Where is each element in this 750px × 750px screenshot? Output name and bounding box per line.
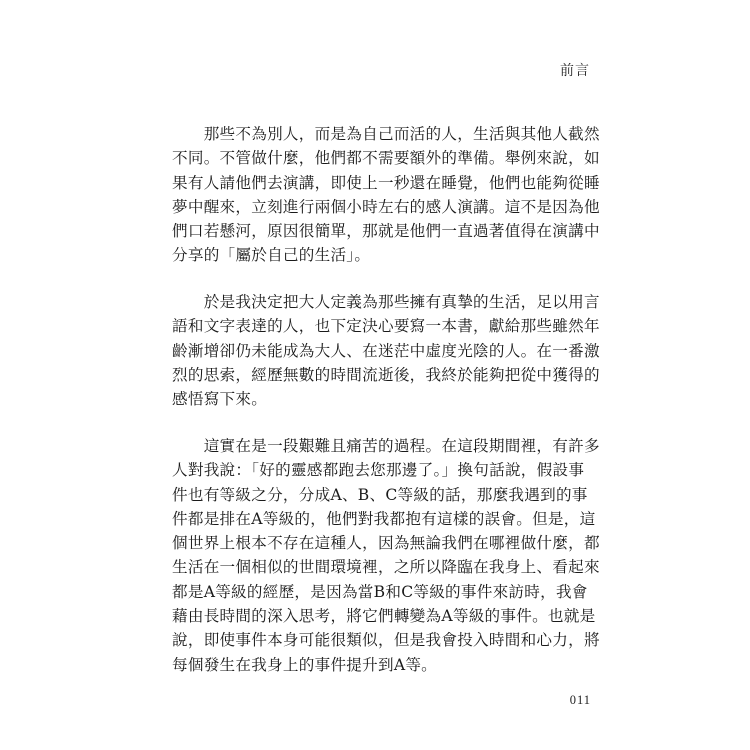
paragraph-line: 烈的思索，經歷無數的時間流逝後，我終於能夠把從中獲得的 <box>172 365 600 384</box>
paragraph-line: 感悟寫下來。 <box>172 390 268 409</box>
paragraph-line: 每個發生在我身上的事件提升到A等。 <box>172 655 438 674</box>
paragraph-line: 不同。不管做什麼，他們都不需要額外的準備。舉例來說，如 <box>172 149 600 168</box>
paragraph-line: 都是A等級的經歷，是因為當B和C等級的事件來訪時，我會 <box>172 582 588 601</box>
paragraph-line: 生活在一個相似的世間環境裡，之所以降臨在我身上、看起來 <box>172 558 600 577</box>
paragraph-line: 齡漸增卻仍未能成為大人、在迷茫中虛度光陰的人。在一番激 <box>172 341 600 360</box>
paragraph-line: 藉由長時間的深入思考，將它們轉變為A等級的事件。也就是 <box>172 607 596 626</box>
paragraph-line: 人對我說：「好的靈感都跑去您那邊了。」換句話說，假設事 <box>172 461 585 480</box>
paragraph-line: 件也有等級之分，分成A、B、C等級的話，那麼我遇到的事 <box>172 485 588 504</box>
running-header: 前言 <box>560 63 590 79</box>
paragraph-line: 果有人請他們去演講，即使上一秒還在睡覺，他們也能夠從睡 <box>172 173 600 192</box>
paragraph-line: 這實在是一段艱難且痛苦的過程。在這段期間裡，有許多 <box>172 437 600 455</box>
paragraph-line: 說，即使事件本身可能很類似，但是我會投入時間和心力，將 <box>172 631 600 650</box>
paragraph-2 <box>172 290 600 411</box>
paragraph-line: 夢中醒來，立刻進行兩個小時左右的感人演講。這不是因為他 <box>172 197 600 216</box>
paragraph-3 <box>172 434 600 677</box>
paragraph-line: 語和文字表達的人，也下定決心要寫一本書，獻給那些雖然年 <box>172 317 600 336</box>
paragraph-line: 分享的「屬於自己的生活」。 <box>172 246 371 265</box>
page-number: 011 <box>569 693 591 707</box>
paragraph-line: 那些不為別人，而是為自己而活的人，生活與其他人截然 <box>172 125 600 143</box>
paragraph-line: 們口若懸河，原因很簡單，那就是他們一直過著值得在演講中 <box>172 222 600 241</box>
paragraph-line: 件都是排在A等級的，他們對我都抱有這樣的誤會。但是，這 <box>172 509 596 528</box>
paragraph-1 <box>172 122 600 268</box>
paragraph-line: 於是我決定把大人定義為那些擁有真摯的生活，足以用言 <box>172 293 600 311</box>
paragraph-line: 個世界上根本不存在這種人，因為無論我們在哪裡做什麼，都 <box>172 534 600 553</box>
